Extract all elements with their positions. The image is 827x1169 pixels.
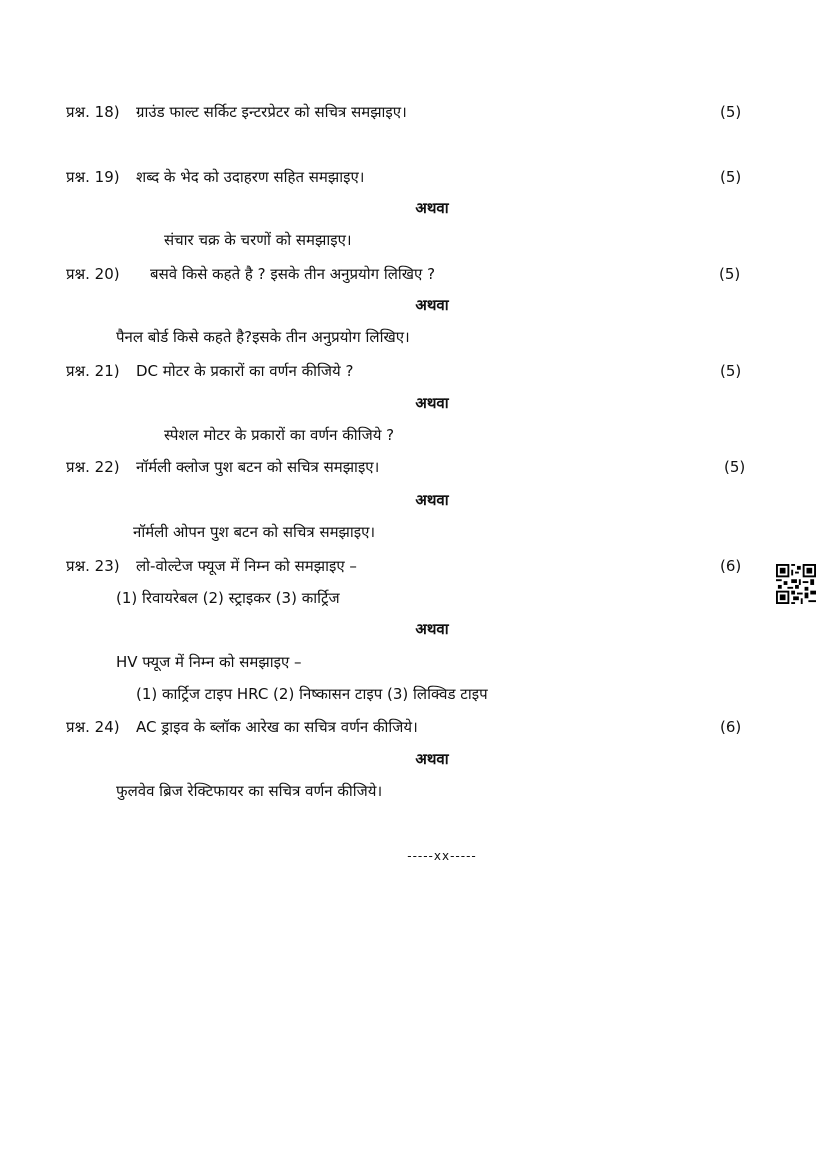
question-text: DC मोटर के प्रकारों का वर्णन कीजिये ? <box>136 362 354 380</box>
or-label: अथवा <box>415 199 449 217</box>
alternative-question-text: फुलवेव ब्रिज रेक्टिफायर का सचित्र वर्णन कीजिये। <box>116 782 383 800</box>
question-number: प्रश्न. 22) <box>66 458 120 476</box>
question-marks: (6) <box>720 557 742 575</box>
alternative-sub-options: (1) कार्ट्रिज टाइप HRC (2) निष्कासन टाइप (3) लिक्विड टाइप <box>136 685 488 703</box>
question-number: प्रश्न. 19) <box>66 168 120 186</box>
or-label: अथवा <box>415 620 449 638</box>
or-label: अथवा <box>415 491 449 509</box>
or-label: अथवा <box>415 750 449 768</box>
question-number: प्रश्न. 21) <box>66 362 120 380</box>
question-marks: (6) <box>720 718 742 736</box>
alternative-question-text: पैनल बोर्ड किसे कहते है?इसके तीन अनुप्रयोग लिखिए। <box>116 328 410 346</box>
question-marks: (5) <box>719 265 741 283</box>
alternative-question-text: नॉर्मली ओपन पुश बटन को सचित्र समझाइए। <box>133 523 376 541</box>
question-marks: (5) <box>720 362 742 380</box>
qr-code-icon <box>776 564 816 604</box>
question-number: प्रश्न. 23) <box>66 557 120 575</box>
alternative-question-text: संचार चक्र के चरणों को समझाइए। <box>164 231 352 249</box>
question-number: प्रश्न. 24) <box>66 718 120 736</box>
question-number: प्रश्न. 18) <box>66 103 120 121</box>
question-number: प्रश्न. 20) <box>66 265 120 283</box>
question-text: लो-वोल्टेज फ्यूज में निम्न को समझाइए – <box>136 557 357 575</box>
question-sub-options: (1) रिवायरेबल (2) स्ट्राइकर (3) कार्ट्रिज <box>116 589 340 607</box>
question-text: AC ड्राइव के ब्लॉक आरेख का सचित्र वर्णन कीजिये। <box>136 718 418 736</box>
alternative-question-text: HV फ्यूज में निम्न को समझाइए – <box>116 653 302 671</box>
or-label: अथवा <box>415 296 449 314</box>
alternative-question-text: स्पेशल मोटर के प्रकारों का वर्णन कीजिये ? <box>164 426 395 444</box>
question-marks: (5) <box>720 103 742 121</box>
question-text: ग्राउंड फाल्ट सर्किट इन्टरप्रेटर को सचित्र समझाइए। <box>136 103 407 121</box>
question-marks: (5) <box>720 168 742 186</box>
question-marks: (5) <box>724 458 746 476</box>
question-text: नॉर्मली क्लोज पुश बटन को सचित्र समझाइए। <box>136 458 380 476</box>
or-label: अथवा <box>415 394 449 412</box>
question-text: शब्द के भेद को उदाहरण सहित समझाइए। <box>136 168 365 186</box>
end-marker: -----xx----- <box>407 849 477 863</box>
question-text: बसवे किसे कहते है ? इसके तीन अनुप्रयोग लिखिए ? <box>150 265 436 283</box>
